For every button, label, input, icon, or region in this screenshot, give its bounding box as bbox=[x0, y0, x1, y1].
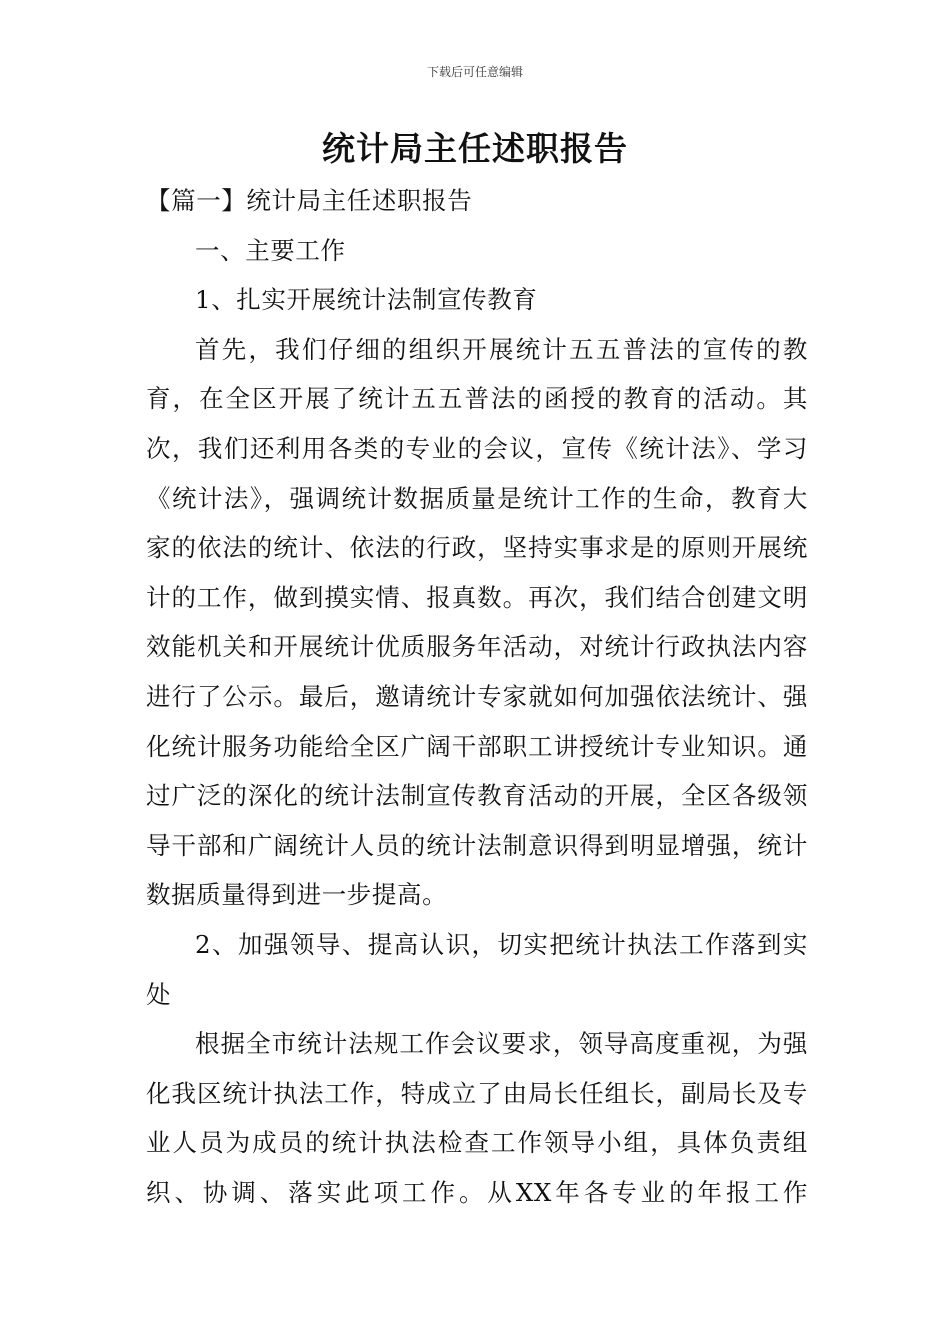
item2-paragraph: 根据全市统计法规工作会议要求，领导高度重视，为强化我区统计执法工作，特成立了由局长任组长，副局长及专业人员为成员的统计执法检查工作领导小组，具体负责组织、协调、落实此项工作。从XX年各专业的年报工作 bbox=[146, 1029, 808, 1207]
document-title: 统计局主任述职报告 bbox=[322, 129, 628, 168]
document-body bbox=[146, 176, 808, 1217]
part-heading: 一、主要工作 bbox=[195, 235, 346, 265]
section-heading: 【篇一】统计局主任述职报告 bbox=[146, 186, 473, 215]
item1-heading: 1、扎实开展统计法制宣传教育 bbox=[195, 285, 538, 315]
header-note: 下载后可任意编辑 bbox=[426, 65, 523, 79]
item1-paragraph: 首先，我们仔细的组织开展统计五五普法的宣传的教育，在全区开展了统计五五普法的函授的教育的活动。其次，我们还利用各类的专业的会议，宣传《统计法》、学习《统计法》，强调统计数据质量是统计工作的生命，教育大家的依法的统计、依法的行政，坚持实事求是的原则开展统计的工作，做到摸实情、报真数。再次，我们结合创建文明效能机关和开展统计优质服务年活动，对统计行政执法内容进行了公示。最后，邀请统计专家就如何加强依法统计、强化统计服务功能给全区广阔干部职工讲授统计专业知识。通过广泛的深化的统计法制宣传教育活动的开展，全区各级领导干部和广阔统计人员的统计法制意识得到明显增强，统计数据质量得到进一步提高。 bbox=[146, 334, 808, 910]
item2-heading: 2、加强领导、提高认识，切实把统计执法工作落到实处 bbox=[146, 929, 808, 1009]
